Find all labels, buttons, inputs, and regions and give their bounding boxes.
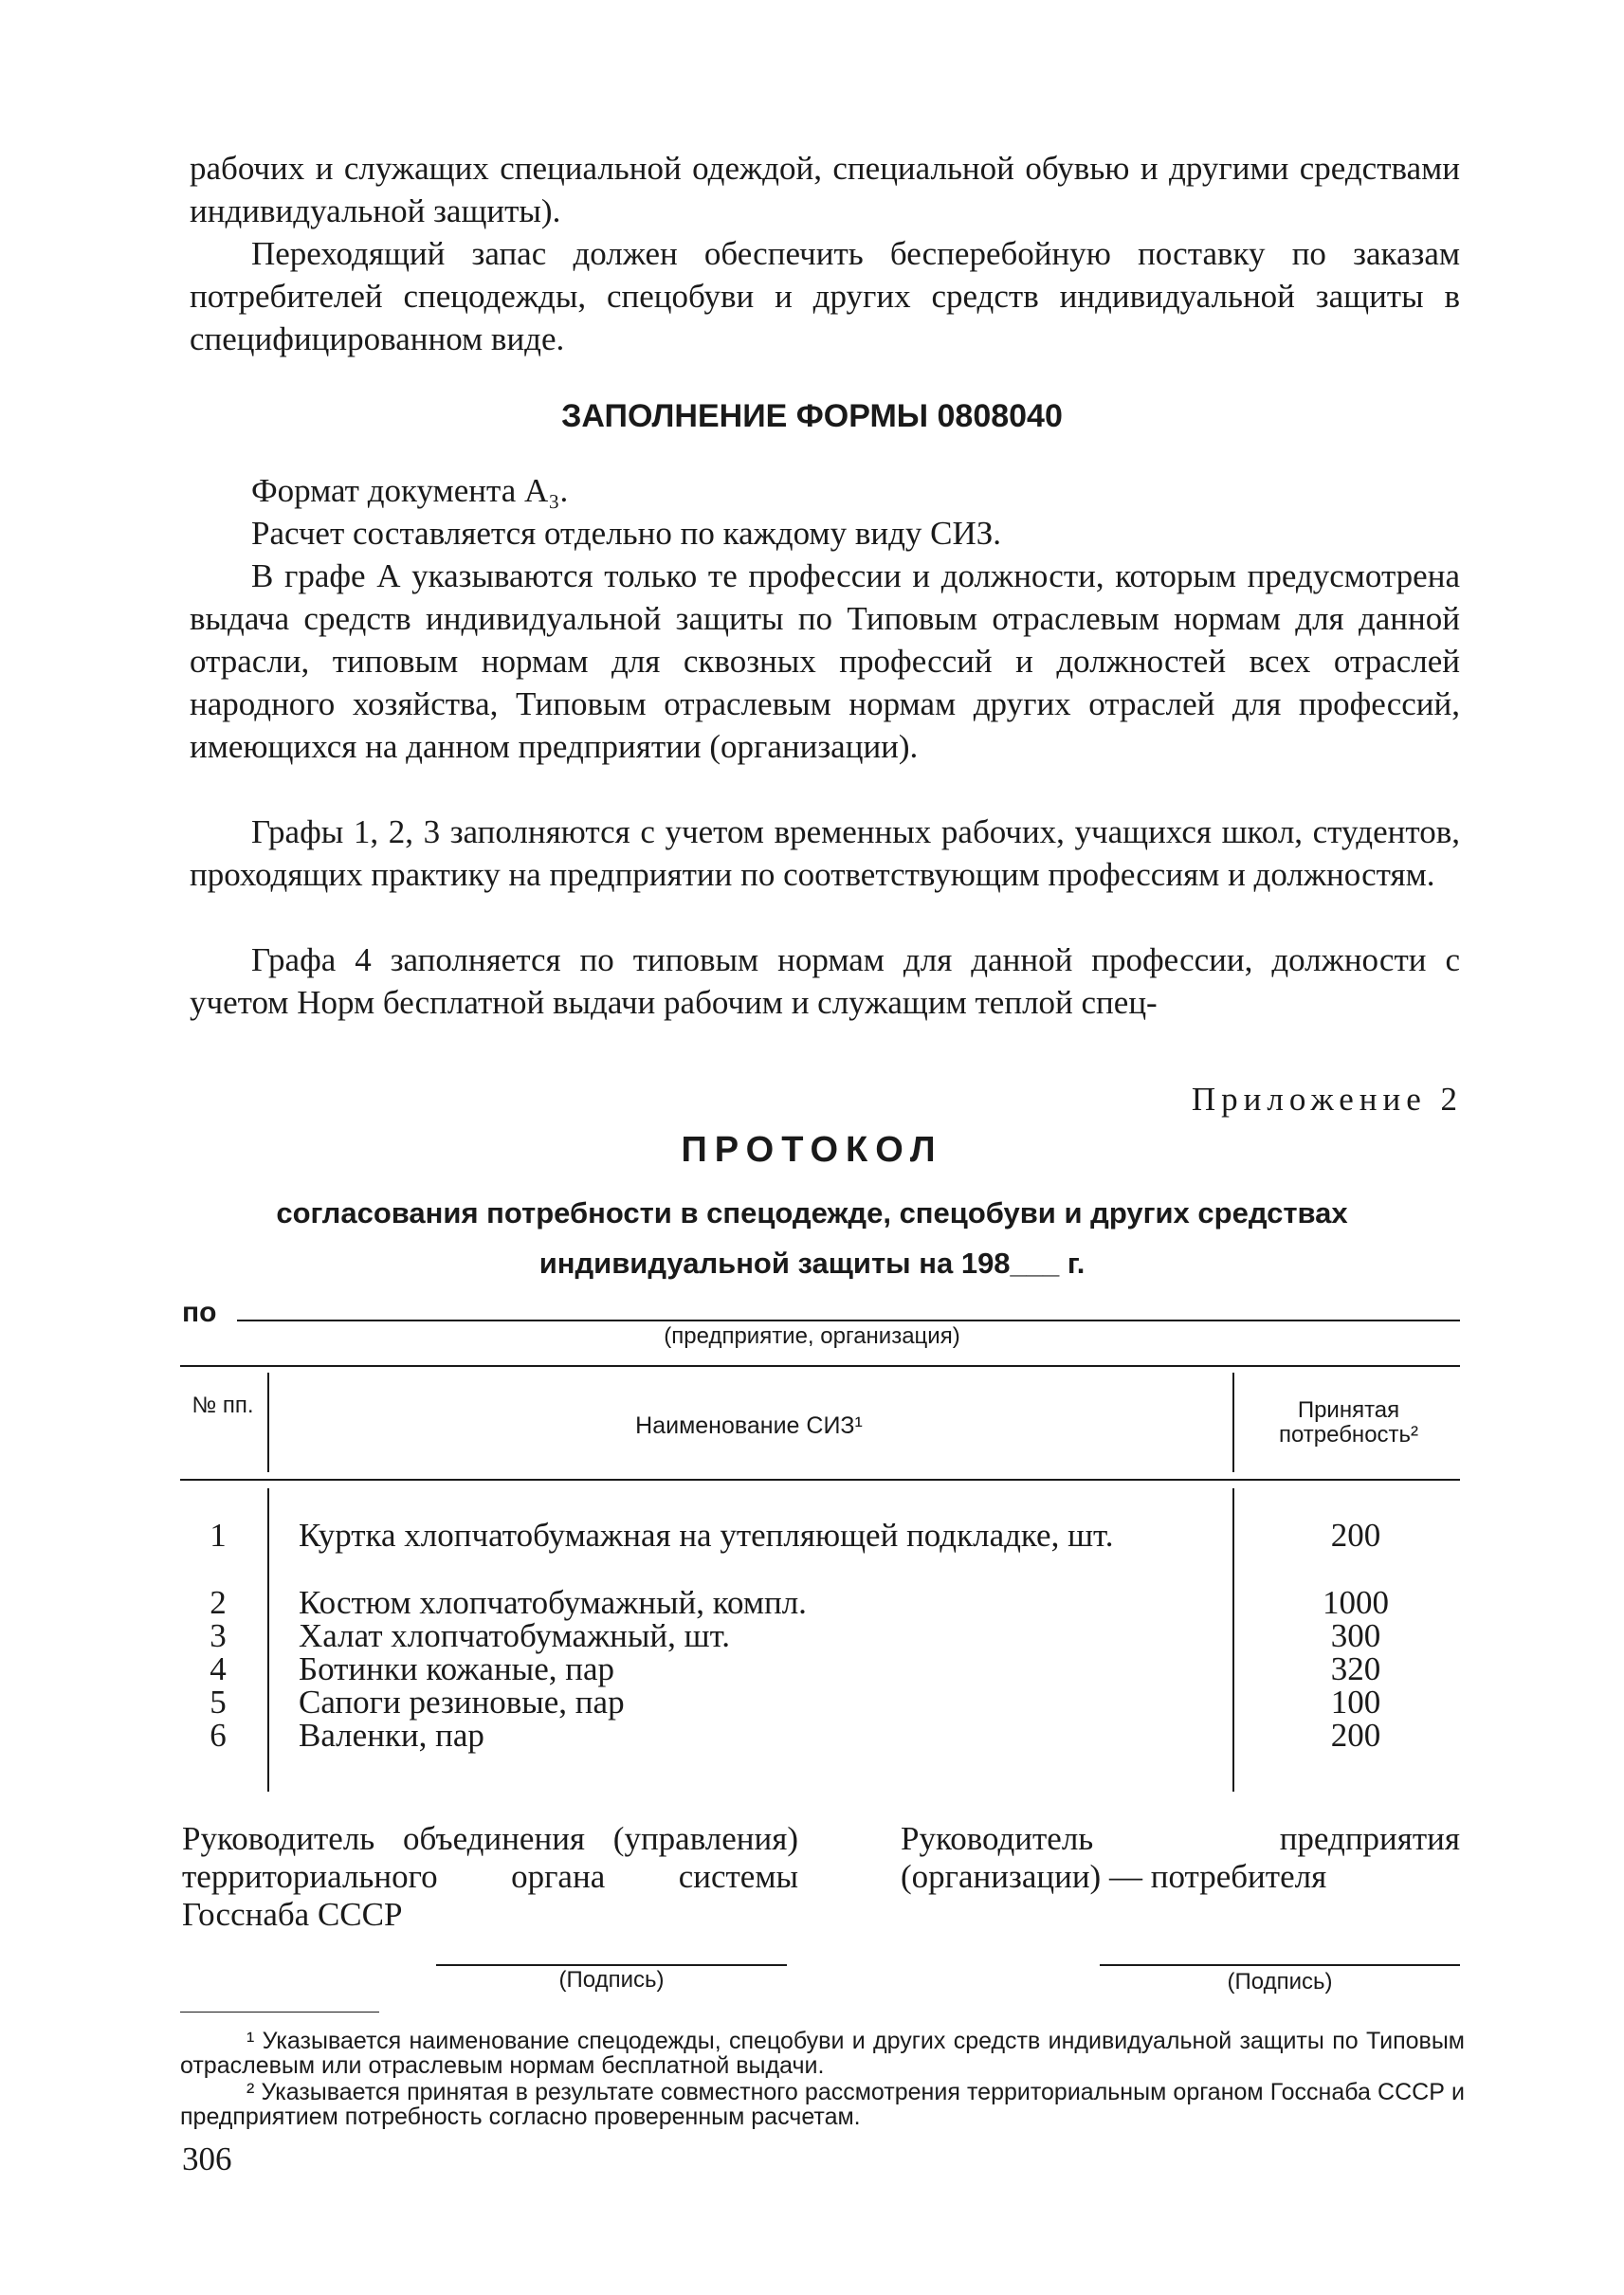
section-paragraph-5: Графа 4 заполняется по типовым нормам для данной профессии, должности с учетом Норм бесплатной выдачи рабочим и служащим теплой спец-	[190, 941, 1460, 1021]
table-header-name: Наименование СИЗ¹	[635, 1412, 863, 1439]
protocol-title: ПРОТОКОЛ	[681, 1130, 943, 1170]
row-name: Халат хлопчатобумажный, шт.	[299, 1617, 730, 1654]
table-header-qty: Принятая потребность²	[1278, 1397, 1419, 1448]
section-paragraph-4: Графы 1, 2, 3 заполняются с учетом временных рабочих, учащихся школ, студентов, проходящих практику на предприятии по соответствующим профессиям и должностям.	[190, 813, 1460, 893]
row-num: 5	[210, 1684, 227, 1721]
page-number: 306	[182, 2140, 232, 2177]
table-header-divider-1	[267, 1373, 269, 1472]
protocol-subtitle-line-1: согласования потребности в спецодежде, спецобуви и других средствах	[276, 1196, 1348, 1229]
section-paragraph-1: Формат документа А₃.	[251, 472, 569, 509]
signature-left-line	[436, 1964, 787, 1966]
footnote-1: ¹ Указывается наименование спецодежды, спецобуви и других средств индивидуальной защиты по Типовым отраслевым или отраслевым нормам бесплатной выдачи.	[180, 2028, 1465, 2079]
signature-right-label: Руководитель предприятия (организации) — потребителя	[901, 1820, 1460, 1895]
row-qty: 100	[1330, 1684, 1381, 1721]
row-name: Ботинки кожаные, пар	[299, 1650, 614, 1687]
row-qty: 320	[1330, 1650, 1381, 1687]
row-qty: 1000	[1323, 1584, 1389, 1621]
signature-right-caption: (Подпись)	[1227, 1969, 1333, 1994]
appendix-label: Приложение 2	[1191, 1081, 1463, 1118]
organization-caption: (предприятие, организация)	[664, 1323, 960, 1349]
section-title: ЗАПОЛНЕНИЕ ФОРМЫ 0808040	[561, 398, 1063, 434]
row-name: Костюм хлопчатобумажный, компл.	[299, 1584, 807, 1621]
row-name: Сапоги резиновые, пар	[299, 1684, 625, 1721]
row-num: 6	[210, 1717, 227, 1754]
table-header-num: № пп.	[192, 1393, 254, 1418]
footnote-2: ² Указывается принятая в результате совместного рассмотрения территориальным органом Госснаба СССР и предприятием потребность согласно проверенным расчетам.	[180, 2079, 1465, 2130]
section-paragraph-3: В графе А указываются только те профессии и должности, которым предусмотрена выдача средств индивидуальной защиты по Типовым отраслевым нормам для данной отрасли, типовым нормам для сквозных профессий и должностей всех отраслей народного хозяйства, Типовым отраслевым нормам других отраслей для профессий, имеющихся на данном предприятии (организации).	[190, 557, 1460, 765]
intro-paragraph-1: рабочих и служащих специальной одеждой, специальной обувью и другими средствами индивидуальной защиты).	[190, 150, 1460, 229]
row-name: Куртка хлопчатобумажная на утепляющей подкладке, шт.	[299, 1517, 1114, 1554]
row-num: 3	[210, 1617, 227, 1654]
signature-left-label: Руководитель объединения (управления) территориального органа системы Госснаба СССР	[182, 1820, 798, 1933]
signature-left-caption: (Подпись)	[558, 1967, 665, 1993]
row-qty: 300	[1330, 1617, 1381, 1654]
po-label: по	[182, 1297, 217, 1328]
signature-right-line	[1100, 1964, 1460, 1966]
row-num: 1	[210, 1517, 227, 1554]
row-num: 4	[210, 1650, 227, 1687]
organization-line	[237, 1320, 1460, 1321]
footnote-separator	[180, 2012, 379, 2013]
intro-paragraph-2: Переходящий запас должен обеспечить бесперебойную поставку по заказам потребителей спецодежды, спецобуви и других средств индивидуальной защиты в специфицированном виде.	[190, 235, 1460, 357]
table-body-divider-2	[1232, 1488, 1234, 1792]
row-num: 2	[210, 1584, 227, 1621]
protocol-subtitle-line-2: индивидуальной защиты на 198___ г.	[538, 1247, 1086, 1280]
table-top-rule	[180, 1365, 1460, 1367]
row-qty: 200	[1330, 1517, 1381, 1554]
table-header-divider-2	[1232, 1373, 1234, 1472]
table-body-divider-1	[267, 1488, 269, 1792]
table-header-rule	[180, 1479, 1460, 1481]
row-qty: 200	[1330, 1717, 1381, 1754]
section-paragraph-2: Расчет составляется отдельно по каждому виду СИЗ.	[251, 515, 1002, 552]
row-name: Валенки, пар	[299, 1717, 484, 1754]
